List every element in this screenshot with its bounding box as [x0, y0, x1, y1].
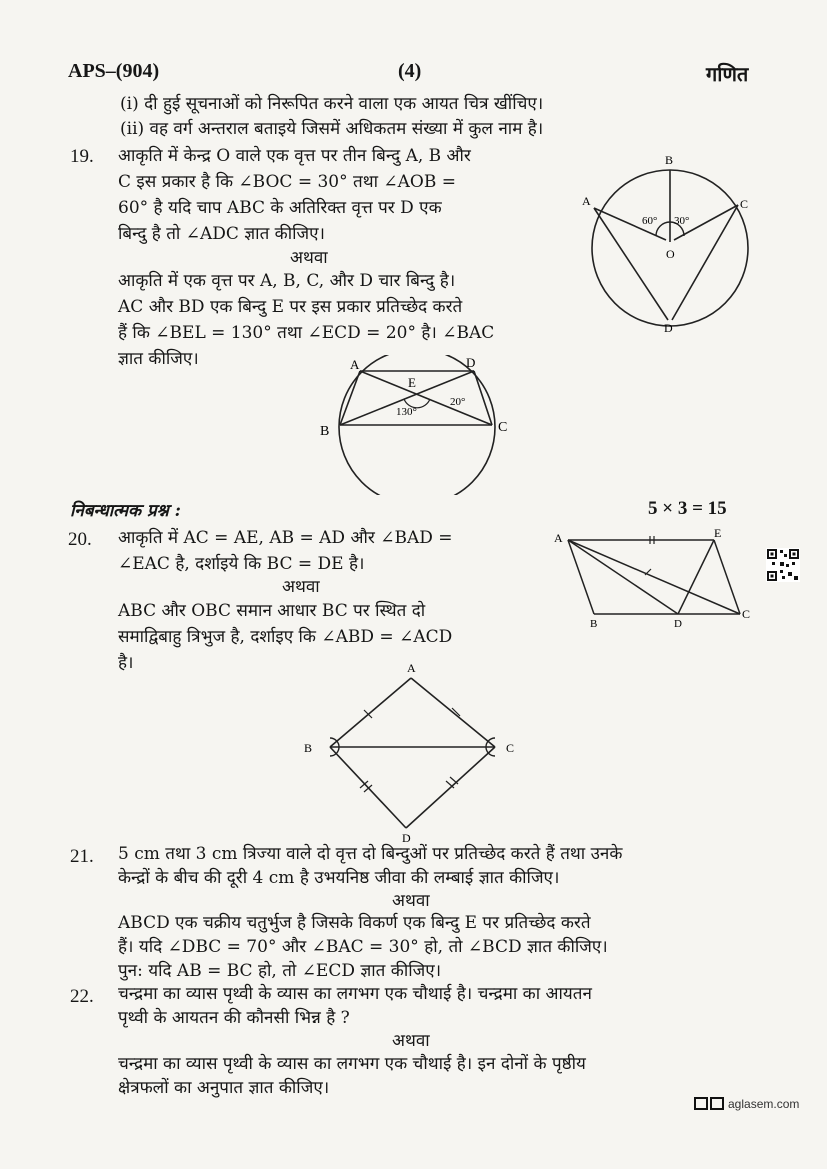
qr-code-icon — [766, 548, 800, 582]
q20-alt-line: ABC और OBC समान आधार BC पर स्थित दो — [118, 601, 426, 621]
q21-number: 21. — [70, 846, 94, 867]
q20-or: अथवा — [282, 577, 320, 597]
q21-line: केन्द्रों के बीच की दूरी 4 cm है उभयनिष्ठ जीवा की लम्बाई ज्ञात कीजिए। — [118, 868, 560, 888]
fig2-label-e: E — [408, 375, 416, 390]
q20-line: ∠EAC है, दर्शाइये कि BC = DE है। — [118, 554, 365, 574]
fig3-label-c: C — [742, 607, 751, 621]
fig4-label-a: A — [407, 661, 416, 675]
q22-line: चन्द्रमा का व्यास पृथ्वी के व्यास का लगभग एक चौथाई है। चन्द्रमा का आयतन — [118, 984, 592, 1004]
q21-or: अथवा — [392, 891, 430, 911]
q19-line: आकृति में केन्द्र O वाले एक वृत्त पर तीन बिन्दु A, B और — [118, 146, 471, 166]
fig3-label-d: D — [674, 618, 682, 628]
q21-alt-line: ABCD एक चक्रीय चतुर्भुज है जिसके विकर्ण एक बिन्दु E पर प्रतिच्छेद करते — [118, 913, 591, 933]
q22-alt-line: चन्द्रमा का व्यास पृथ्वी के व्यास का लगभग एक चौथाई है। इन दोनों के पृष्ठीय — [118, 1054, 586, 1074]
fig4-label-c: C — [506, 741, 515, 755]
fig1-label-c: C — [740, 197, 749, 211]
checkbox-icon — [710, 1097, 724, 1110]
fig3-label-b: B — [590, 618, 598, 628]
q19-line: बिन्दु है तो ∠ADC ज्ञात कीजिए। — [118, 224, 325, 244]
fig2-angle-20: 20° — [450, 396, 466, 408]
q20-alt-line: समाद्विबाहु त्रिभुज है, दर्शाइए कि ∠ABD = ∠ACD — [118, 627, 453, 647]
q19-alt-line: आकृति में एक वृत्त पर A, B, C, और D चार बिन्दु है। — [118, 271, 456, 291]
fig2-label-a: A — [350, 357, 360, 372]
q21-line: 5 cm तथा 3 cm त्रिज्या वाले दो वृत्त दो बिन्दुओं पर प्रतिच्छेद करते हैं तथा उनके — [118, 844, 623, 864]
figure-circle-abcd — [310, 355, 525, 495]
q22-line: पृथ्वी के आयतन की कौनसी भिन्न है ? — [118, 1008, 350, 1028]
paper-code: APS–(904) — [68, 60, 160, 82]
watermark: aglasem.com — [728, 1097, 800, 1111]
fig2-label-b: B — [320, 424, 330, 439]
section-marks: 5 × 3 = 15 — [648, 498, 727, 519]
fig4-label-d: D — [402, 831, 411, 845]
fig3-label-e: E — [714, 528, 722, 540]
q19-alt-line: AC और BD एक बिन्दु E पर इस प्रकार प्रतिच्छेद करते — [118, 297, 463, 317]
fig1-angle-30: 30° — [674, 215, 690, 227]
fig4-label-b: B — [304, 741, 313, 755]
q21-alt-line: हैं। यदि ∠DBC = 70° और ∠BAC = 30° हो, तो ∠BCD ज्ञात कीजिए। — [118, 937, 608, 957]
figure-circle-center-o — [570, 150, 770, 335]
q18-part-ii: (ii) वह वर्ग अन्तराल बताइये जिसमें अधिकतम संख्या में कुल नाम है। — [120, 119, 544, 139]
fig2-angle-130: 130° — [396, 406, 417, 418]
figure-rhombus-abcd — [300, 660, 530, 845]
q20-number: 20. — [68, 529, 92, 550]
fig2-label-c: C — [498, 420, 508, 435]
fig3-label-a: A — [554, 531, 563, 545]
q19-alt-line: हैं कि ∠BEL = 130° तथा ∠ECD = 20° है। ∠BAC — [118, 323, 495, 343]
q19-line: 60° है यदि चाप ABC के अतिरिक्त वृत्त पर D एक — [118, 198, 442, 218]
fig1-label-b: B — [665, 153, 674, 167]
fig1-label-a: A — [582, 194, 591, 208]
fig2-label-d: D — [466, 355, 476, 370]
q20-alt-line: है। — [118, 653, 134, 673]
fig1-label-o: O — [666, 247, 675, 261]
fig1-label-d: D — [664, 321, 673, 335]
figure-ae-bc-de — [550, 528, 760, 628]
q19-number: 19. — [70, 146, 94, 167]
q19-or: अथवा — [290, 248, 328, 268]
q19-line: C इस प्रकार है कि ∠BOC = 30° तथा ∠AOB = — [118, 172, 456, 192]
subject-label: गणित — [706, 64, 749, 86]
page-number: (4) — [398, 60, 422, 82]
q22-number: 22. — [70, 986, 94, 1007]
q22-or: अथवा — [392, 1031, 430, 1051]
q22-alt-line: क्षेत्रफलों का अनुपात ज्ञात कीजिए। — [118, 1078, 330, 1098]
checkbox-icon — [694, 1097, 708, 1110]
q18-part-i: (i) दी हुई सूचनाओं को निरूपित करने वाला एक आयत चित्र खींचिए। — [120, 94, 544, 114]
q20-line: आकृति में AC = AE, AB = AD और ∠BAD = — [118, 528, 453, 548]
q21-alt-line: पुन: यदि AB = BC हो, तो ∠ECD ज्ञात कीजिए। — [118, 961, 442, 981]
q19-alt-line: ज्ञात कीजिए। — [118, 349, 199, 369]
section-title: निबन्धात्मक प्रश्न : — [70, 501, 181, 521]
fig1-angle-60: 60° — [642, 215, 658, 227]
